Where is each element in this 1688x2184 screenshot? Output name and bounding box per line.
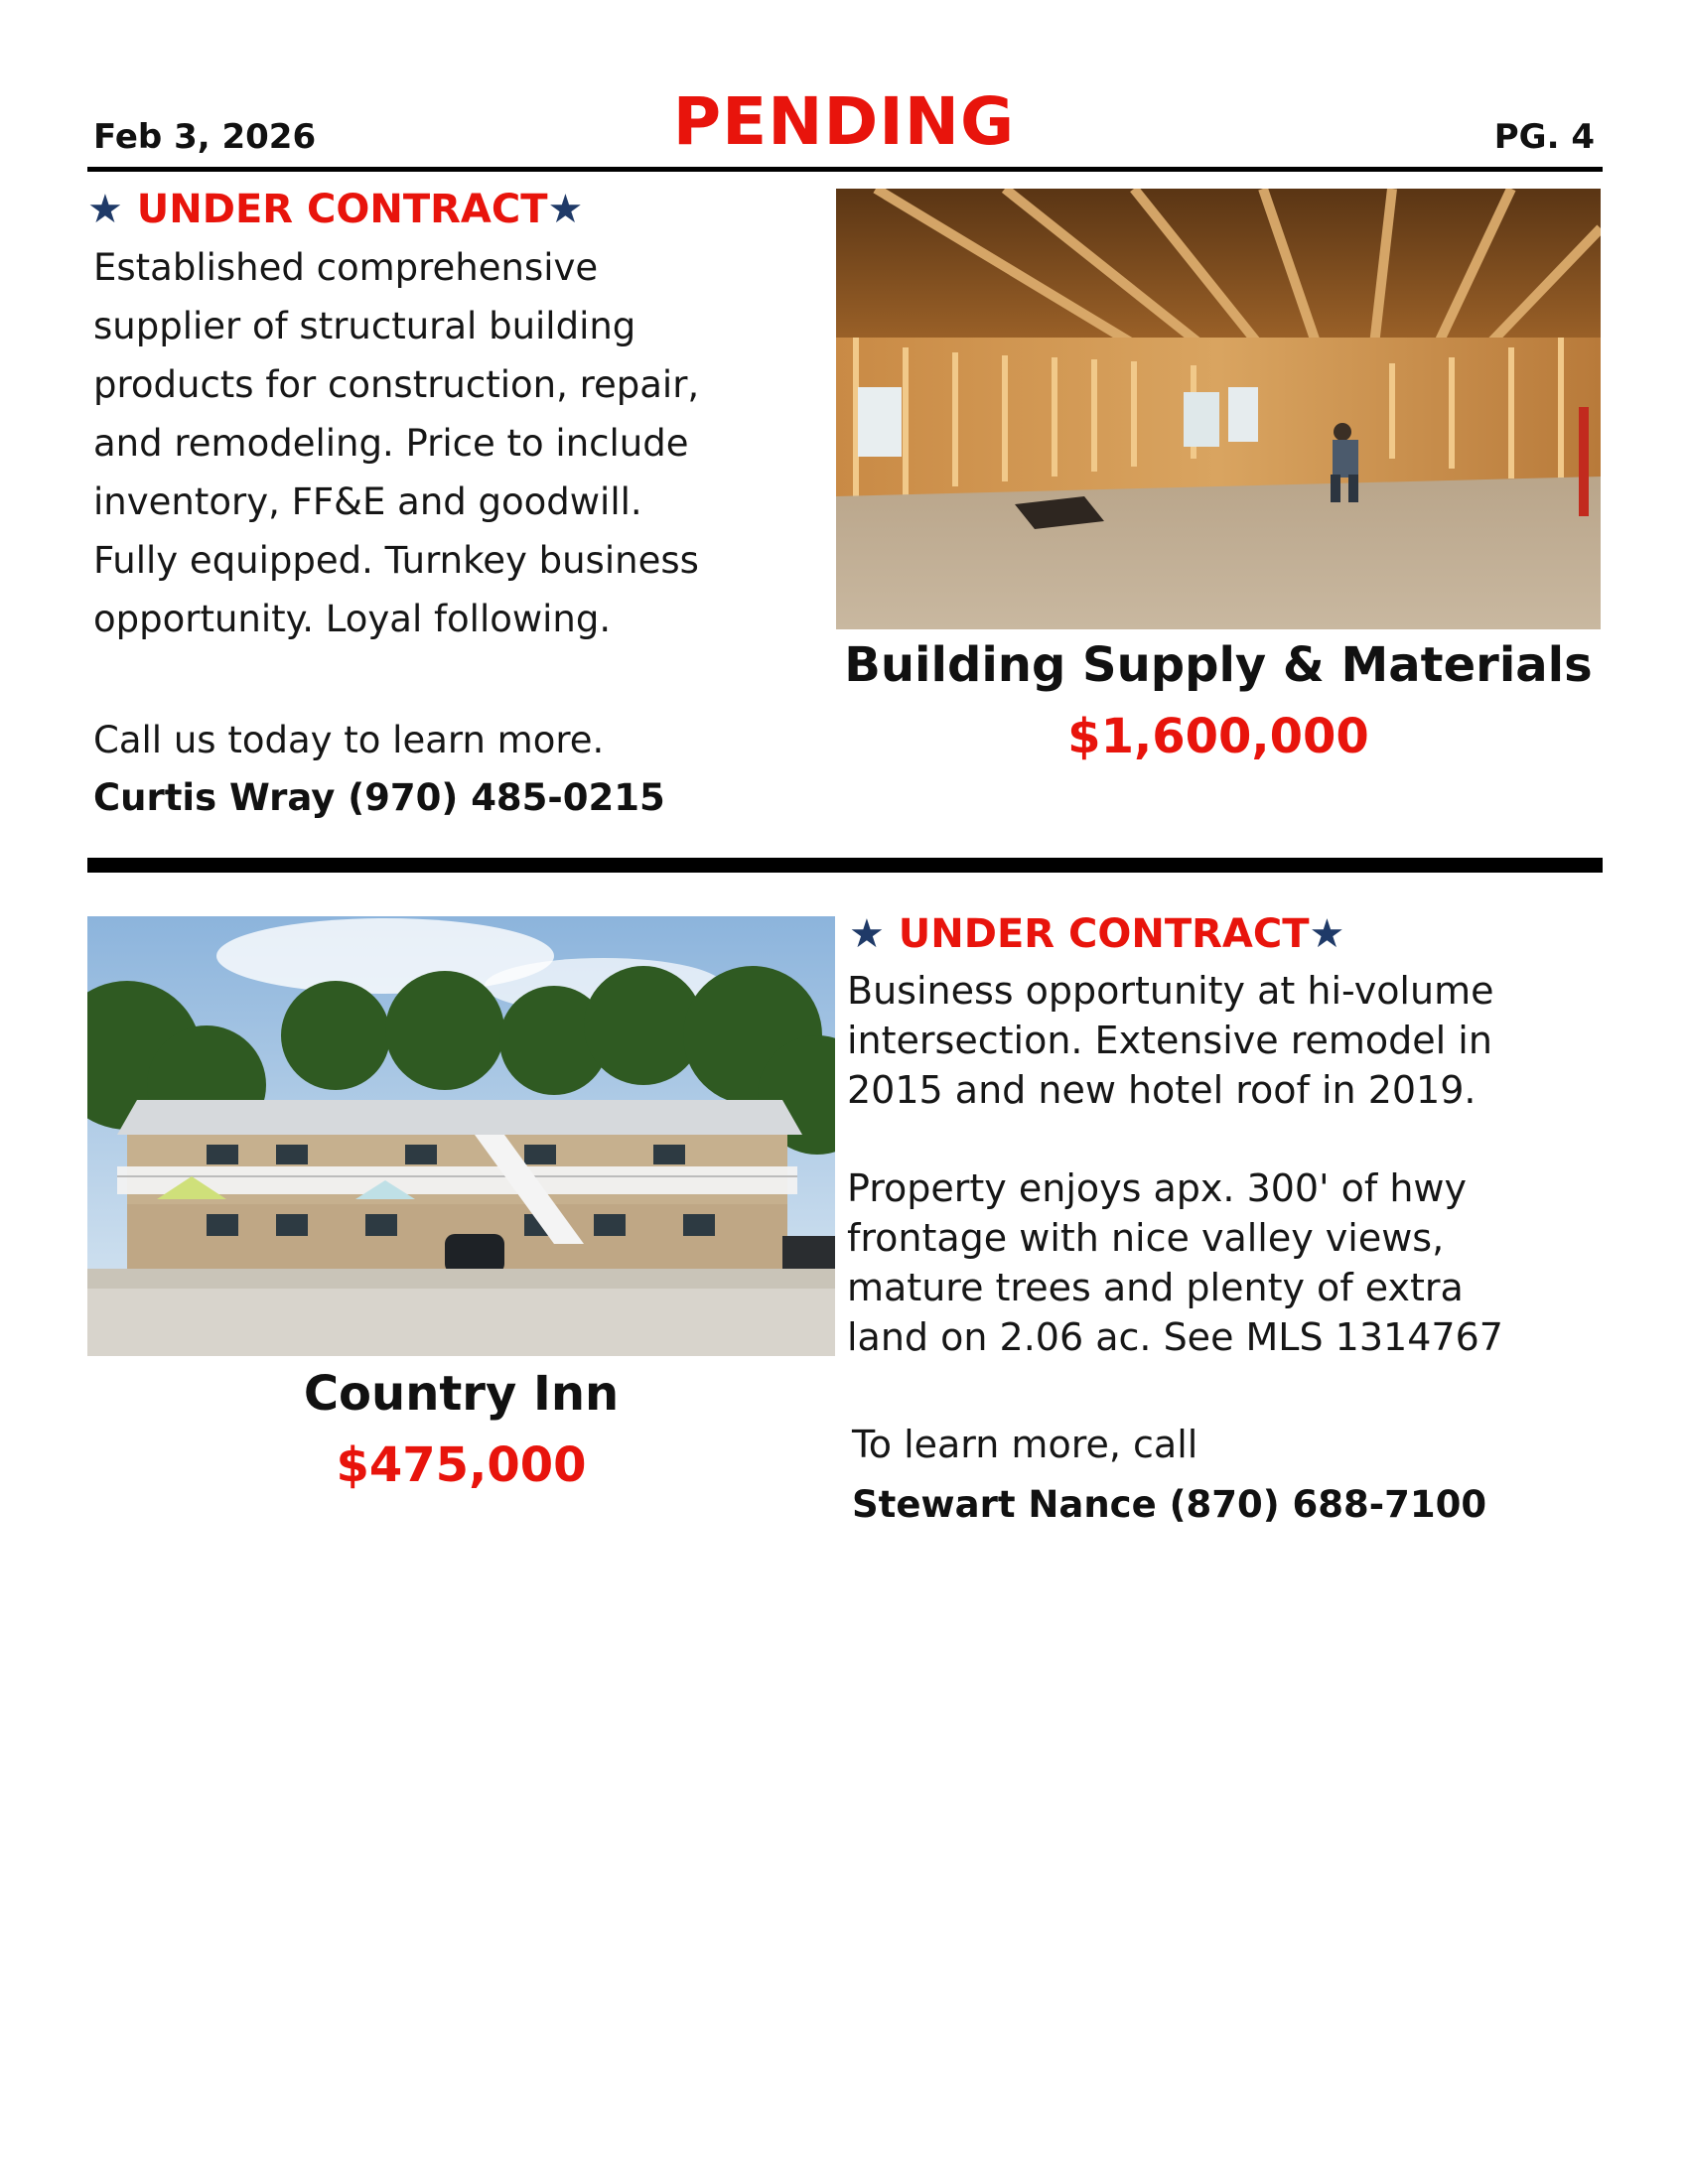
listing1-cta: Call us today to learn more. xyxy=(93,719,605,761)
description-line: and remodeling. Price to include xyxy=(93,422,689,465)
badge-text: UNDER CONTRACT xyxy=(898,911,1310,957)
description-line: opportunity. Loyal following. xyxy=(93,598,612,640)
description-line: Property enjoys apx. 300' of hwy xyxy=(847,1166,1467,1210)
listing2-price: $475,000 xyxy=(336,1437,587,1493)
description-line: supplier of structural building xyxy=(93,305,636,347)
listing2-name: Country Inn xyxy=(303,1366,620,1422)
listing1-price: $1,600,000 xyxy=(1067,709,1369,764)
listing2-contact: Stewart Nance (870) 688-7100 xyxy=(852,1483,1487,1526)
construction-photo xyxy=(836,189,1601,629)
star-icon: ★ xyxy=(1309,911,1345,957)
star-icon: ★ xyxy=(87,187,123,232)
page-title: PENDING xyxy=(672,83,1016,160)
description-line: inventory, FF&E and goodwill. xyxy=(93,480,642,523)
star-icon: ★ xyxy=(547,187,584,232)
listing2-cta: To learn more, call xyxy=(852,1423,1198,1466)
motel-photo xyxy=(87,916,835,1356)
under-contract-badge-1 xyxy=(87,187,583,232)
description-line: mature trees and plenty of extra xyxy=(847,1266,1464,1309)
listing1-contact: Curtis Wray (970) 485-0215 xyxy=(93,776,665,819)
description-line: frontage with nice valley views, xyxy=(847,1216,1445,1260)
listing1-description xyxy=(93,238,828,648)
description-line: 2015 and new hotel roof in 2019. xyxy=(847,1068,1477,1112)
listing2-description-2 xyxy=(847,1163,1602,1362)
issue-date: Feb 3, 2026 xyxy=(93,117,317,157)
description-line: Established comprehensive xyxy=(93,246,599,289)
badge-text: UNDER CONTRACT xyxy=(136,187,548,232)
section-divider xyxy=(87,858,1603,873)
description-line: intersection. Extensive remodel in xyxy=(847,1019,1492,1062)
under-contract-badge-2 xyxy=(849,911,1344,957)
page-number: PG. 4 xyxy=(1493,117,1595,157)
description-line: land on 2.06 ac. See MLS 1314767 xyxy=(847,1315,1503,1359)
description-line: products for construction, repair, xyxy=(93,363,700,406)
listing1-name: Building Supply & Materials xyxy=(844,637,1593,693)
listing2-description xyxy=(847,966,1602,1115)
star-icon: ★ xyxy=(849,911,885,957)
description-line: Fully equipped. Turnkey business xyxy=(93,539,699,582)
header-divider xyxy=(87,167,1603,172)
description-line: Business opportunity at hi-volume xyxy=(847,969,1494,1013)
